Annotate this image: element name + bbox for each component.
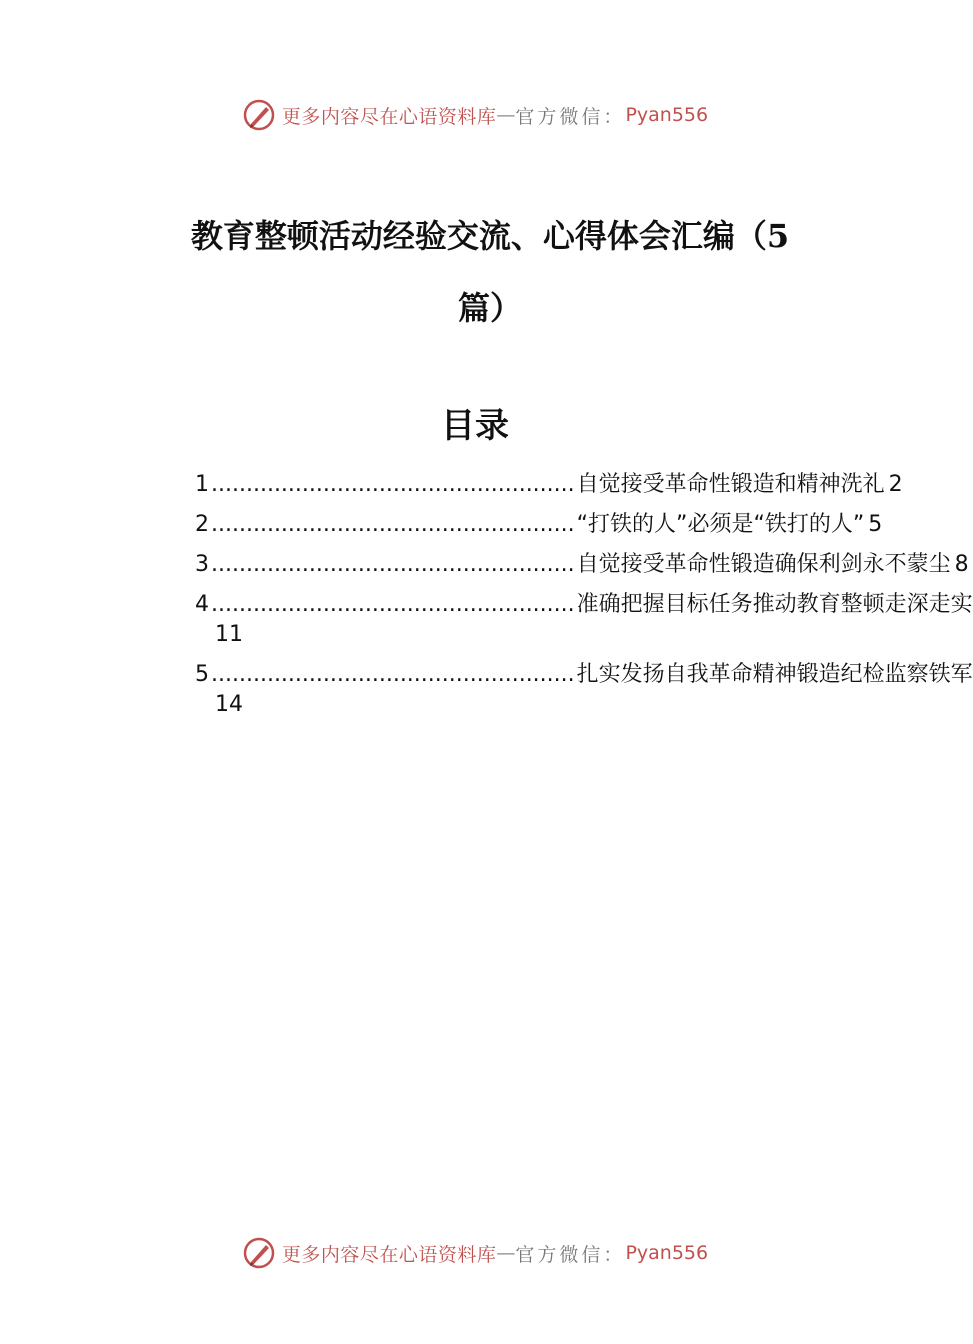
- toc-entry-title: 准确把握目标任务推动教育整顿走深走实: [576, 592, 973, 617]
- toc-entry-4[interactable]: [195, 590, 973, 650]
- banner-wechat-id: Pyan556: [625, 104, 709, 126]
- toc-entry-number: 1: [195, 472, 209, 497]
- toc-entry-1[interactable]: [195, 470, 903, 500]
- document-title: [150, 200, 830, 344]
- banner-separator: —: [496, 104, 516, 126]
- toc-entry-page: 11: [215, 622, 243, 647]
- toc-heading: 目录: [441, 406, 509, 446]
- toc-entry-title: 扎实发扬自我革命精神锻造纪检监察铁军: [576, 662, 973, 687]
- banner-wechat-label: 官方微信：: [515, 105, 626, 128]
- banner-text: 更多内容尽在心语资料库: [281, 105, 497, 128]
- header-banner: [0, 95, 950, 135]
- table-of-contents: [195, 470, 973, 720]
- toc-entry-5[interactable]: [195, 660, 973, 720]
- toc-entry-page: 2: [888, 472, 903, 497]
- toc-entry-page: 8: [954, 552, 969, 577]
- toc-leader-dots: ....................................................: [211, 552, 575, 577]
- banner-separator: —: [496, 1242, 516, 1264]
- banner-wechat-id: Pyan556: [625, 1242, 709, 1264]
- toc-entry-page: 5: [868, 512, 883, 537]
- toc-leader-dots: ....................................................: [211, 592, 575, 617]
- toc-leader-dots: ....................................................: [211, 512, 575, 537]
- toc-leader-dots: ....................................................: [211, 662, 575, 687]
- toc-entry-title: “打铁的人”必须是“铁打的人”: [576, 512, 865, 537]
- toc-entry-title: 自觉接受革命性锻造确保利剑永不蒙尘: [576, 552, 951, 577]
- pen-logo-icon: [242, 98, 276, 132]
- footer-banner: [0, 1233, 950, 1273]
- banner-text: 更多内容尽在心语资料库: [281, 1243, 497, 1266]
- banner-wechat-label: 官方微信：: [515, 1243, 626, 1266]
- toc-entry-number: 5: [195, 662, 209, 687]
- toc-entry-number: 4: [195, 592, 209, 617]
- title-line-2: 篇）: [457, 289, 522, 327]
- pen-logo-icon: [242, 1236, 276, 1270]
- toc-entry-2[interactable]: [195, 510, 883, 540]
- toc-entry-title: 自觉接受革命性锻造和精神洗礼: [576, 472, 885, 497]
- toc-entry-number: 2: [195, 512, 209, 537]
- toc-leader-dots: ....................................................: [211, 472, 575, 497]
- toc-entry-3[interactable]: [195, 550, 969, 580]
- toc-entry-page: 14: [215, 692, 243, 717]
- toc-entry-number: 3: [195, 552, 209, 577]
- title-line-1: 教育整顿活动经验交流、心得体会汇编（5: [190, 217, 790, 255]
